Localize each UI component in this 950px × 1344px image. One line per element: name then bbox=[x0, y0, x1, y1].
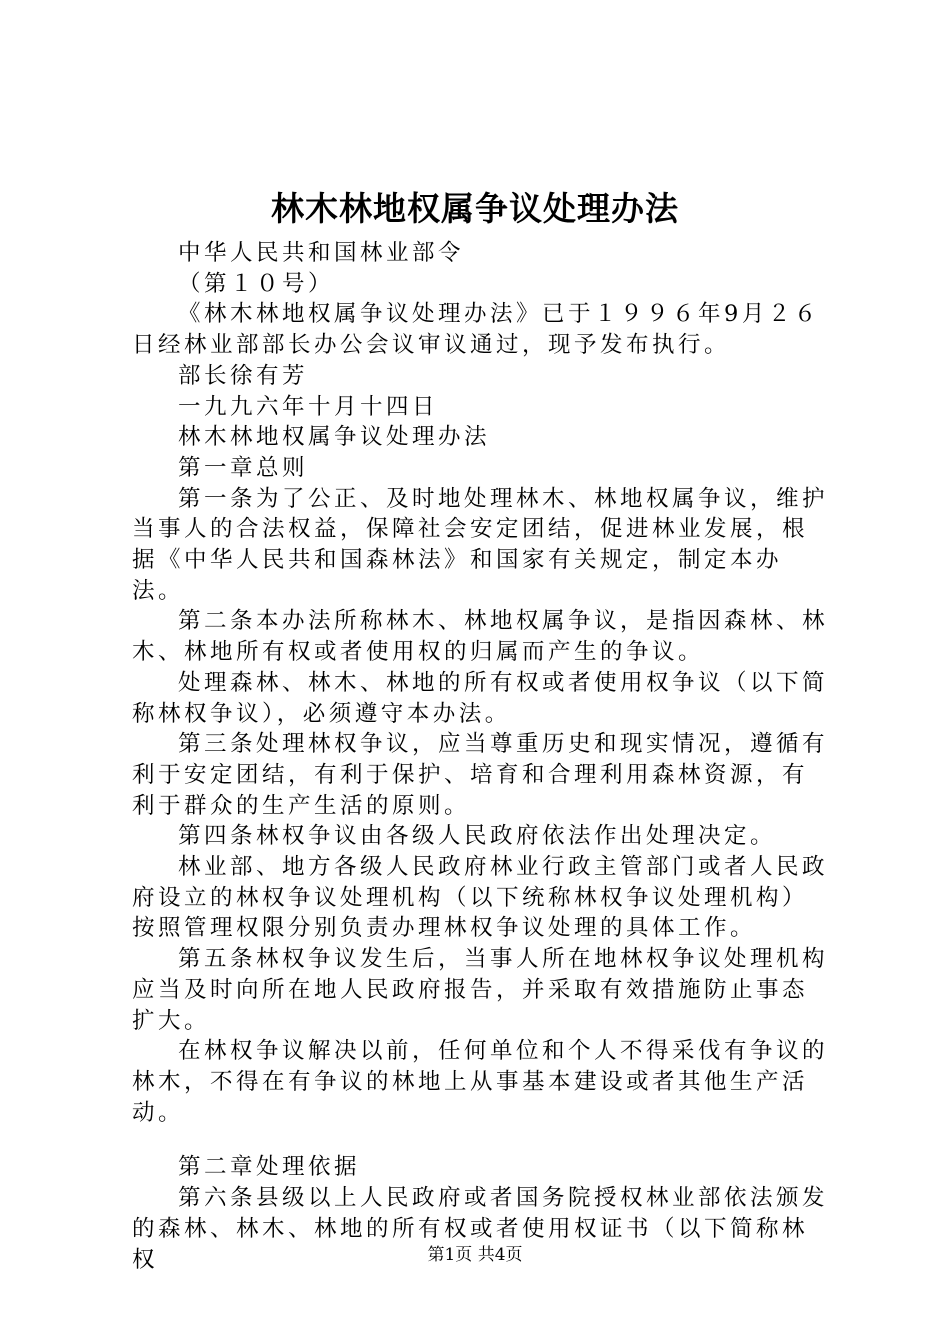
page-footer: 第1页 共4页 bbox=[427, 1245, 523, 1265]
paragraph-decree-number: （第１０号） bbox=[178, 270, 335, 297]
chapter-heading: 第二章处理依据 bbox=[178, 1154, 361, 1181]
document-body bbox=[132, 238, 832, 1275]
article-paragraph: 第四条林权争议由各级人民政府依法作出处理决定。 bbox=[178, 823, 777, 850]
document-title: 林木林地权属争议处理办法 bbox=[271, 189, 679, 228]
paragraph-announcement: 《林木林地权属争议处理办法》已于１９９６年9月２６日经林业部部长办公会议审议通过，现予发布执行。 bbox=[132, 301, 820, 359]
article-paragraph: 第六条县级以上人民政府或者国务院授权林业部依法颁发的森林、林木、林地的所有权或者使用权证书（以下简称林权 bbox=[132, 1185, 829, 1273]
paragraph-date: 一九九六年十月十四日 bbox=[178, 393, 439, 420]
article-paragraph: 处理森林、林木、林地的所有权或者使用权争议（以下简称林权争议），必须遵守本办法。 bbox=[132, 669, 829, 727]
paragraph-subtitle: 林木林地权属争议处理办法 bbox=[178, 424, 491, 451]
article-paragraph: 第二条本办法所称林木、林地权属争议，是指因森林、林木、林地所有权或者使用权的归属而产生的争议。 bbox=[132, 608, 829, 666]
article-paragraph: 第五条林权争议发生后，当事人所在地林权争议处理机构应当及时向所在地人民政府报告，并采取有效措施防止事态扩大。 bbox=[132, 946, 829, 1034]
paragraph-decree-issuer: 中华人民共和国林业部令 bbox=[178, 240, 465, 266]
paragraph-spacer bbox=[132, 1128, 832, 1152]
article-paragraph: 在林权争议解决以前，任何单位和个人不得采伐有争议的林木，不得在有争议的林地上从事基本建设或者其他生产活动。 bbox=[132, 1038, 829, 1126]
article-paragraph: 第三条处理林权争议，应当尊重历史和现实情况，遵循有利于安定团结，有利于保护、培育和合理利用森林资源，有利于群众的生产生活的原则。 bbox=[132, 731, 829, 819]
paragraph-minister: 部长徐有芳 bbox=[178, 362, 309, 389]
chapter-heading: 第一章总则 bbox=[178, 454, 309, 481]
article-paragraph: 林业部、地方各级人民政府林业行政主管部门或者人民政府设立的林权争议处理机构（以下统称林权争议处理机构）按照管理权限分别负责办理林权争议处理的具体工作。 bbox=[132, 854, 829, 942]
article-paragraph: 第一条为了公正、及时地处理林木、林地权属争议，维护当事人的合法权益，保障社会安定团结，促进林业发展，根据《中华人民共和国森林法》和国家有关规定，制定本办法。 bbox=[132, 485, 829, 604]
